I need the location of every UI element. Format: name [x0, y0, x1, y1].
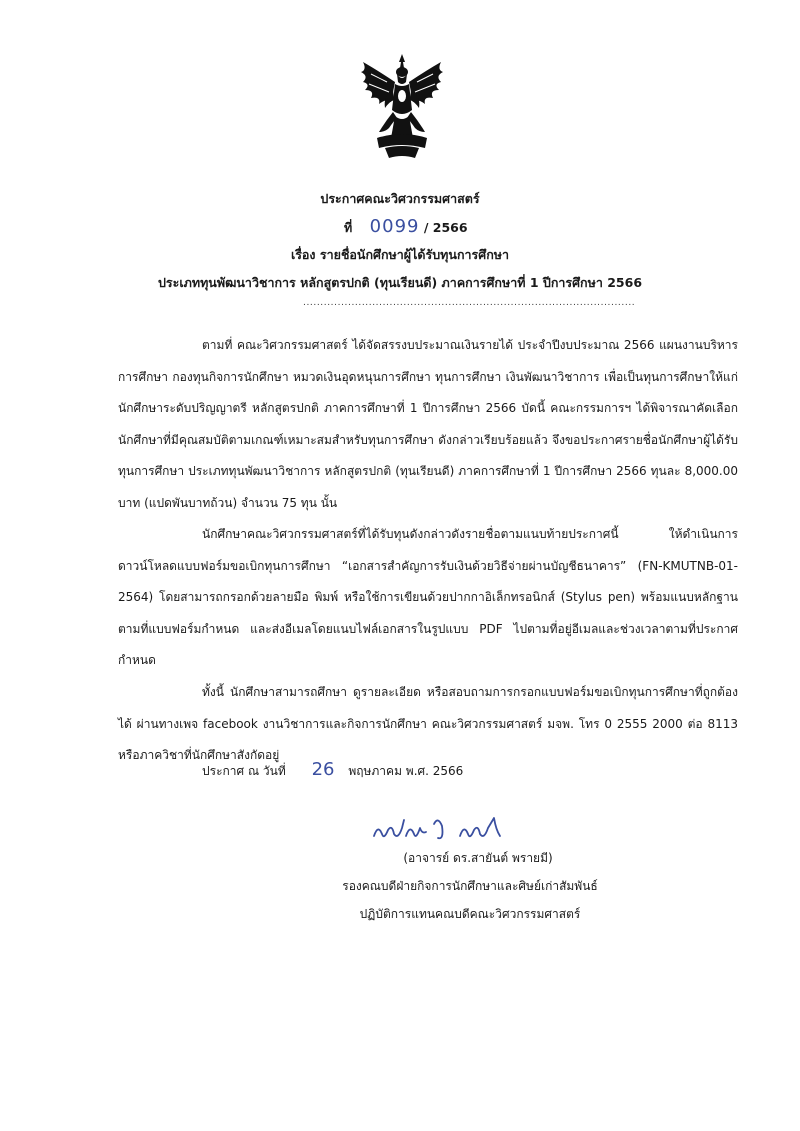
document-subject: เรื่อง รายชื่อนักศึกษาผู้ได้รับทุนการศึกษา [290, 247, 510, 262]
signer-name: (อาจารย์ ดร.สายันต์ พรายมี) [403, 851, 553, 865]
paragraph-3: ทั้งนี้ นักศึกษาสามารถศึกษา ดูรายละเอียด หรือสอบถามการกรอกแบบฟอร์มขอเบิกทุนการศึกษาที่ถูกต้องได้ ผ่านทางเพจ facebook งานวิชาการและกิจการนักศึกษา คณะวิศวกรรมศาสตร์ มจพ. โทร 0 2555 2000 ต่อ 8113 หรือภาควิชาที่นักศึกษาสังกัดอยู่ [118, 685, 738, 762]
document-subject-line2: ประเภททุนพัฒนาวิชาการ หลักสูตรปกติ (ทุนเรียนดี) ภาคการศึกษาที่ 1 ปีการศึกษา 2566 [157, 275, 643, 290]
paragraph-2: นักศึกษาคณะวิศวกรรมศาสตร์ที่ได้รับทุนดังกล่าวดังรายชื่อตามแนบท้ายประกาศนี้ ให้ดำเนินการดาวน์โหลดแบบฟอร์มขอเบิกทุนการศึกษา “เอกสารสำคัญการรับเงินด้วยวิธีจ่ายผ่านบัญชีธนาคาร” (FN-KMUTNB-01-2564) โดยสามารถกรอกด้วยลายมือ พิมพ์ หรือใช้การเขียนด้วยปากกาอิเล็กทรอนิกส์ (Stylus pen) พร้อมแนบหลักฐานตามที่แบบฟอร์มกำหนด และส่งอีเมลโดยแนบไฟล์เอกสารในรูปแบบ PDF ไปตามที่อยู่อีเมลและช่วงเวลาตามที่ประกาศกำหนด [118, 527, 738, 667]
announcement-prefix: ประกาศ ณ วันที่ [202, 764, 286, 778]
signer-position: รองคณบดีฝ่ายกิจการนักศึกษาและศิษย์เก่าสัมพันธ์ [342, 879, 598, 893]
number-handwritten: 0099 [369, 216, 420, 237]
paragraph-1: ตามที่ คณะวิศวกรรมศาสตร์ ได้จัดสรรงบประมาณเงินรายได้ ประจำปีงบประมาณ 2566 แผนงานบริหารการศึกษา กองทุนกิจการนักศึกษา หมวดเงินอุดหนุนการศึกษา ทุนการศึกษา เงินพัฒนาวิชาการ เพื่อเป็นทุนการศึกษาให้แก่นักศึกษาระดับปริญญาตรี หลักสูตรปกติ ภาคการศึกษาที่ 1 ปีการศึกษา 2566 บัดนี้ คณะกรรมการฯ ได้พิจารณาคัดเลือกนักศึกษาที่มีคุณสมบัติตามเกณฑ์เหมาะสมสำหรับทุนการศึกษา ดังกล่าวเรียบร้อยแล้ว จึงขอประกาศรายชื่อนักศึกษาผู้ได้รับทุนการศึกษา ประเภททุนพัฒนาวิชาการ หลักสูตรปกติ (ทุนเรียนดี) ภาคการศึกษาที่ 1 ปีการศึกษา 2566 ทุนละ 8,000.00 บาท (แปดพันบาทถ้วน) จำนวน 75 ทุน นั้น [118, 338, 738, 510]
announcement-date [202, 757, 463, 784]
number-prefix: ที่ [344, 220, 353, 235]
document-number [344, 214, 468, 241]
signer-acting-role: ปฏิบัติการแทนคณบดีคณะวิศวกรรมศาสตร์ [359, 907, 581, 921]
number-suffix: / 2566 [423, 220, 468, 235]
document-title: ประกาศคณะวิศวกรรมศาสตร์ [320, 191, 480, 206]
announcement-day: 26 [311, 759, 335, 780]
handwritten-signature [368, 810, 528, 850]
separator-line: ................................................................................................ [303, 298, 636, 308]
announcement-month-year: พฤษภาคม พ.ศ. 2566 [348, 764, 464, 778]
garuda-emblem-icon [357, 52, 447, 160]
